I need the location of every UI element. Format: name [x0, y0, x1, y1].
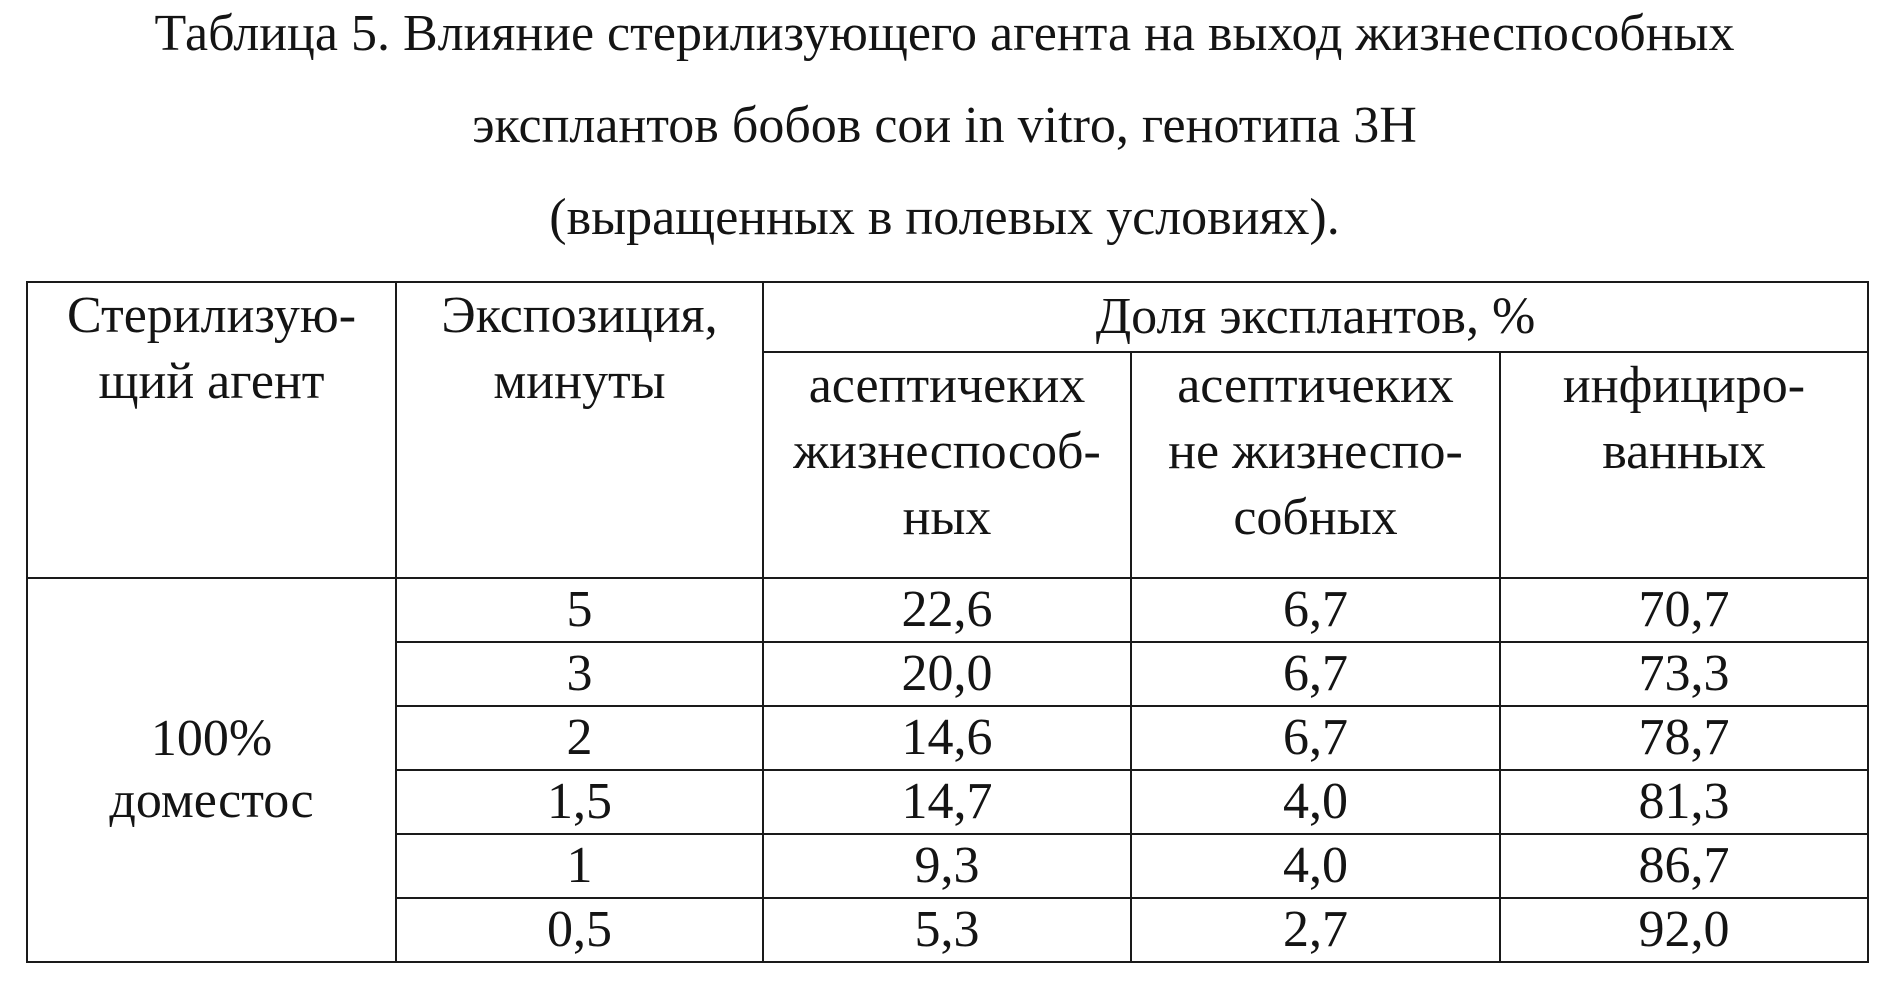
header-sub-line: ванных: [1602, 423, 1766, 480]
cell-aseptic-viable: 14,7: [763, 770, 1131, 834]
cell-infected: 86,7: [1500, 834, 1868, 898]
header-sub-line: не жизнеспо-: [1168, 423, 1463, 480]
header-share: Доля эксплантов, %: [763, 282, 1868, 352]
header-sub-line: асептичеких: [808, 357, 1086, 414]
cell-aseptic-nonviable: 6,7: [1131, 706, 1500, 770]
cell-aseptic-nonviable: 4,0: [1131, 770, 1500, 834]
agent-line: доместос: [109, 772, 314, 829]
header-agent-line: щий агент: [98, 353, 325, 410]
cell-aseptic-nonviable: 6,7: [1131, 642, 1500, 706]
header-sub-line: собных: [1233, 489, 1398, 546]
cell-exposure: 2: [396, 706, 763, 770]
cell-exposure: 1,5: [396, 770, 763, 834]
cell-exposure: 0,5: [396, 898, 763, 962]
cell-exposure: 1: [396, 834, 763, 898]
agent-line: 100%: [150, 710, 273, 767]
table-row: [27, 578, 1868, 642]
cell-aseptic-viable: 5,3: [763, 898, 1131, 962]
header-aseptic-nonviable: [1131, 352, 1500, 578]
header-sub-line: ных: [902, 489, 992, 546]
table-title-line-2: эксплантов бобов сои in vitro, генотипа 3Н: [472, 97, 1417, 154]
header-aseptic-viable: [763, 352, 1131, 578]
header-sub-line: асептичеких: [1177, 357, 1454, 414]
header-agent: [27, 282, 396, 578]
results-table: [26, 281, 1869, 963]
cell-exposure: 3: [396, 642, 763, 706]
header-sub-line: инфициро-: [1562, 357, 1806, 414]
cell-infected: 92,0: [1500, 898, 1868, 962]
agent-cell: [27, 578, 396, 962]
cell-aseptic-viable: 20,0: [763, 642, 1131, 706]
cell-aseptic-nonviable: 6,7: [1131, 578, 1500, 642]
cell-aseptic-viable: 14,6: [763, 706, 1131, 770]
header-exposure-line: Экспозиция,: [441, 287, 718, 344]
header-exposure: [396, 282, 763, 578]
header-exposure-line: минуты: [493, 353, 666, 410]
cell-aseptic-nonviable: 4,0: [1131, 834, 1500, 898]
header-sub-line: жизнеспособ-: [793, 423, 1101, 480]
header-infected: [1500, 352, 1868, 578]
cell-aseptic-viable: 22,6: [763, 578, 1131, 642]
table-title-line-1: Таблица 5. Влияние стерилизующего агента на выход жизнеспособных: [154, 5, 1735, 62]
header-agent-line: Стерилизую-: [66, 287, 357, 344]
table-title-line-3: (выращенных в полевых условиях).: [549, 189, 1340, 246]
cell-aseptic-nonviable: 2,7: [1131, 898, 1500, 962]
cell-infected: 73,3: [1500, 642, 1868, 706]
cell-infected: 70,7: [1500, 578, 1868, 642]
cell-infected: 78,7: [1500, 706, 1868, 770]
cell-exposure: 5: [396, 578, 763, 642]
cell-aseptic-viable: 9,3: [763, 834, 1131, 898]
cell-infected: 81,3: [1500, 770, 1868, 834]
